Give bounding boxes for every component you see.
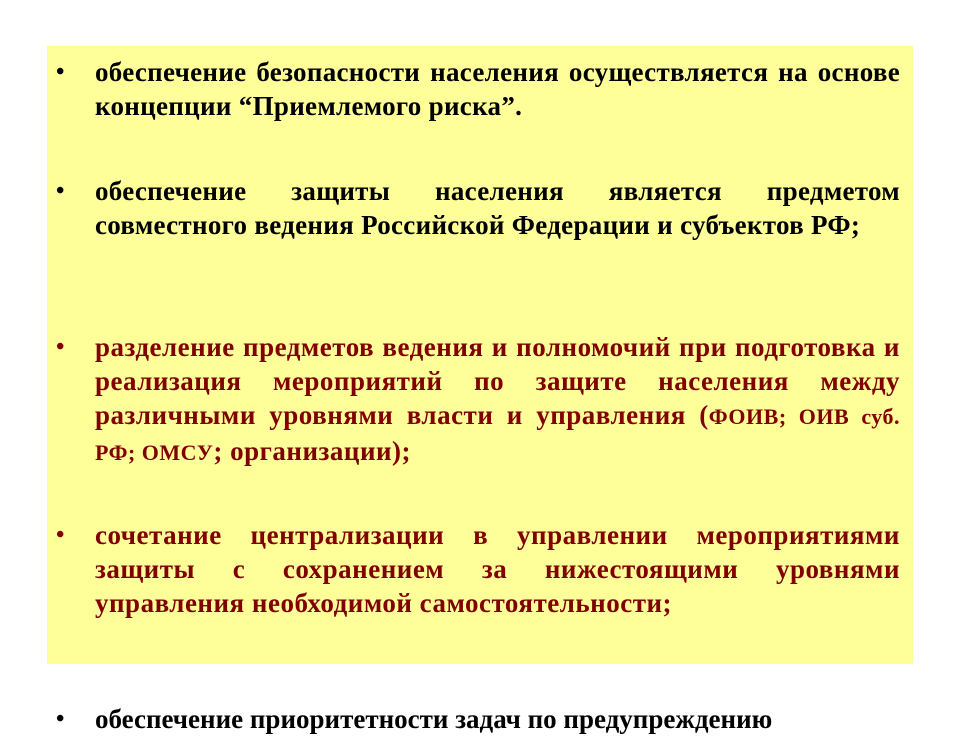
bullet-text	[95, 330, 900, 470]
bullet-item-3	[56, 330, 900, 470]
bullet-text-part: разделение предметов ведения и полномочий при подготовка и реализация мероприятий по защите населения между различными уровнями власти и управления (	[95, 332, 900, 430]
authority-abbreviations: ФОИВ; ОИВ суб. РФ; ОМСУ	[95, 404, 900, 465]
bullet-text: обеспечение защиты населения является предметом совместного ведения Российской Федерации и субъектов РФ;	[95, 176, 900, 240]
bullet-icon: •	[56, 178, 65, 204]
bullet-item-4	[56, 518, 900, 620]
bullet-text: обеспечение безопасности населения осуществляется на основе концепции “Приемлемого риска”.	[95, 57, 900, 121]
bullet-text-part: ; организации);	[213, 436, 412, 466]
bullet-text: сочетание централизации в управлении мероприятиями защиты с сохранением за нижестоящими уровнями управления необходимой самостоятельности;	[95, 520, 900, 618]
bullet-item-2	[56, 174, 900, 242]
bullet-icon: •	[56, 59, 65, 85]
bullet-item-5-cut-off	[56, 702, 900, 736]
bullet-text: обеспечение приоритетности задач по предупреждению	[95, 704, 773, 734]
bullet-item-1	[56, 55, 900, 123]
bullet-icon: •	[56, 706, 65, 732]
bullet-icon: •	[56, 334, 65, 360]
bullet-icon: •	[56, 522, 65, 548]
